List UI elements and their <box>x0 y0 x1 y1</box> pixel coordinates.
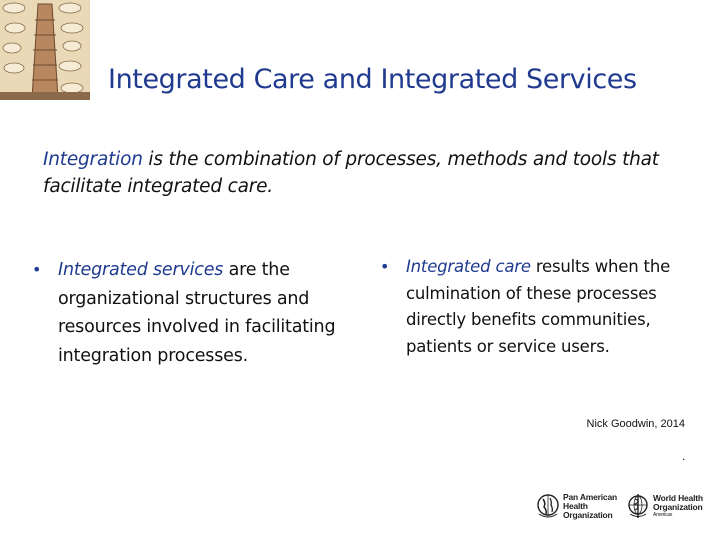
paho-line1: Pan American <box>563 491 617 502</box>
bullet-right-term: Integrated care <box>406 257 531 276</box>
paho-line3: Organization <box>563 509 613 520</box>
tower-drawing <box>0 0 90 100</box>
who-emblem-icon <box>626 492 650 520</box>
bullet-right <box>380 254 680 360</box>
definition-term: Integration <box>43 149 143 170</box>
paho-emblem-icon <box>536 492 560 520</box>
bullet-left-term: Integrated services <box>58 260 224 280</box>
who-line2: Organization <box>653 502 703 512</box>
who-line3: Americas <box>653 512 673 518</box>
definition-text: is the combination of processes, methods and tools that facilitate integrated care. <box>43 149 659 197</box>
citation: Nick Goodwin, 2014 <box>586 418 685 430</box>
slide-title: Integrated Care and Integrated Services <box>108 64 637 95</box>
bullet-left <box>32 256 352 370</box>
bullet-marker: • <box>380 257 390 276</box>
paho-line2: Health <box>563 500 588 511</box>
bullet-right-body: results when the culmination of these processes directly benefits communities, patients or service users. <box>406 257 671 356</box>
bullet-left-text <box>58 256 352 370</box>
tower-illustration <box>0 0 90 100</box>
bullet-left-body: are the organizational structures and resources involved in facilitating integration processes. <box>58 260 336 366</box>
trailing-dot: . <box>682 449 686 463</box>
who-line1: World Health <box>653 493 703 503</box>
definition-paragraph <box>43 146 683 200</box>
bullet-right-text <box>406 254 680 360</box>
paho-logo <box>536 486 617 526</box>
who-logo <box>626 486 703 526</box>
bullet-marker: • <box>32 260 42 279</box>
